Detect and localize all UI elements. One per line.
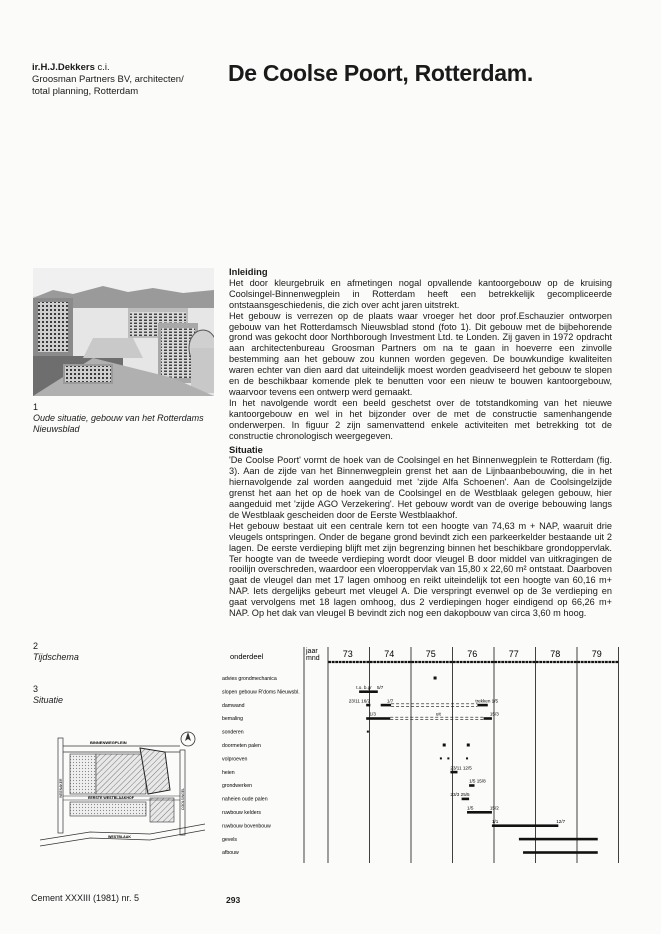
- figure-3-text: Situatie: [33, 695, 64, 705]
- label-binnenwegplein: BINNENWEGPLEIN: [90, 740, 127, 745]
- gantt-point-mark: [434, 677, 437, 680]
- gantt-bar: [477, 704, 487, 707]
- gantt-bar-annotation: 23/11 16/2: [348, 698, 371, 704]
- gantt-task-label: grondwerken: [222, 783, 252, 790]
- figure-3-number: 3: [33, 684, 39, 694]
- label-coolsingel: COOLSINGEL: [181, 787, 185, 810]
- gantt-bar-annotation: 15/2: [489, 805, 499, 811]
- section-situatie: [229, 445, 612, 620]
- footer-page-number: 293: [226, 895, 241, 905]
- gantt-task-label: doormeten palen: [222, 743, 261, 749]
- gantt-task-label: ruwbouw kelders: [222, 810, 261, 816]
- article-body: [229, 267, 612, 619]
- gantt-point-mark: [367, 731, 369, 733]
- figure-2-text: Tijdschema: [33, 652, 79, 662]
- figure-2-gantt-chart: [220, 645, 620, 865]
- gantt-task-label: afbouw: [222, 850, 239, 857]
- paragraph: In het navolgende wordt een beeld geschetst over de totstandkoming van het nieuwe kantoorgebouw en wel in het bijzonder over de met de constructie samenhangende onderwerpen. In figuur 2 zijn samenvattend enkele activiteiten met betrekking tot de constructie chronologisch weergegeven.: [229, 397, 612, 441]
- gantt-bar-annotation: 15/3: [489, 711, 499, 717]
- gantt-task-label: damwand: [222, 702, 245, 709]
- label-eerste-westblaakhof: EERSTE WESTBLAAKHOF: [88, 796, 134, 800]
- figure-1-text: Oude situatie, gebouw van het Rotterdams Nieuwsblad: [33, 413, 204, 434]
- gantt-year-label: 76: [467, 649, 478, 659]
- figure-3-caption: [33, 684, 63, 706]
- gantt-task-label: volproeven: [222, 756, 248, 763]
- gantt-bar: [381, 704, 391, 707]
- section-heading: Situatie: [229, 443, 263, 455]
- figure-1-photo: [33, 268, 214, 396]
- author-suffix: c.i.: [94, 62, 110, 73]
- gantt-year-label: 75: [425, 649, 436, 659]
- gantt-svg: [220, 645, 620, 865]
- figure-1-number: 1: [33, 402, 39, 412]
- gantt-point-mark: [443, 744, 446, 747]
- gantt-bar-annotation: 1/5 15/8: [469, 778, 486, 784]
- gantt-year-label: 73: [342, 649, 353, 659]
- gantt-bar-annotation: 23/11 12/5: [450, 765, 472, 771]
- gantt-task-label: gevels: [222, 836, 237, 843]
- gantt-bar-annotation: 23/3 25/5: [450, 792, 470, 798]
- author-affiliation: Groosman Partners BV, architecten/: [32, 74, 184, 85]
- paragraph: Het gebouw is verrezen op de plaats waar vroeger het door prof.Eschauzier ontworpen gebouw van het Rotterdamsch Nieuwsblad stond (foto 1). Dit gebouw met de bijbehorende grond was gekocht door Northborough Investment Ltd. te Londen. Zij gaven in 1972 opdracht aan architectenbureau Groosman Partners om na te gaan in hoeverre een zinvolle bestemming aan het gebouw zou kunnen worden gegeven. De bouwkundige kwaliteiten waren echter van dien aard dat uiteindelijk moest worden geadviseerd het gebouw te slopen en de beschikbaar komende plek te benutten voor een nieuw te bouwen kantoorgebouw, waarvoor tevens een ontwerp werd gemaakt.: [229, 310, 612, 397]
- gantt-bar-annotation: 1/3: [369, 711, 376, 717]
- paragraph: Het door kleurgebruik en afmetingen nogal opvallende kantoorgebouw op de kruising Coolsingel-Binnenwegplein in Rotterdam heeft een betrekkelijk gecompliceerde ontstaansgeschiedenis, die zich over acht jaren uitstrekt.: [229, 277, 612, 310]
- figure-1-caption: [33, 402, 218, 435]
- gantt-bar-annotation: uit: [435, 711, 441, 717]
- section-inleiding: [229, 267, 612, 442]
- gantt-task-label: heien: [222, 769, 235, 776]
- label-weenaker: WEENAKER: [59, 778, 63, 798]
- gantt-bar: [359, 690, 378, 693]
- gantt-bar-annotation: t.o. b.gr: [356, 684, 372, 690]
- gantt-bar: [469, 784, 474, 787]
- gantt-bar-annotation: 1/7: [386, 698, 394, 704]
- paragraph: 'De Coolse Poort' vormt de hoek van de Coolsingel en het Binnenwegplein te Rotterdam (fig. 3). Aan de zijde van het Binnenwegplein grenst het aan de Lijnbaanbebouwing, die in het hiernavolgende zal worden aangeduid met 'zijde Alfa Schoenen'. Aan de Coolsingelzijde grenst het aan het op de hoek van de Coolsingel en de Westblaak gelegen gebouw, hier aangeduid met 'zijde AGO Verzekering'. Het gebouw wordt van de overige bebouwing langs de Westblaak gescheiden door de Eerste Westblaakhof.: [229, 455, 612, 520]
- gantt-task-label: advies grondmechanica: [222, 676, 277, 682]
- label-westblaak: WESTBLAAK: [108, 835, 131, 839]
- gantt-bar-annotation: 1/1: [491, 818, 499, 824]
- figure-3-site-plan: [30, 728, 210, 853]
- gantt-task-label: slopen gebouw R'doms Nieuwsbl.: [222, 689, 300, 696]
- figure-2-number: 2: [33, 641, 39, 651]
- paragraph: Het gebouw bestaat uit een centrale kern tot een hoogte van 74,63 m + NAP, waaruit drie vleugels ontspringen. Onder de begane grond bevindt zich een parkeerkelder bestaande uit 2 lagen. De eerste verdieping blijft met zijn begrenzing binnen het beschikbare grondoppervlak. Ter hoogte van de tweede verdieping wordt door vleugel B door middel van uitkragingen de rooilijn overschreden, waardoor een vloeroppervlak van 15,80 x 22,60 m² ontstaat. Daarboven gaat de vleugel dan met 17 lagen omhoog en reikt uiteindelijk tot een hoogte van 60,16 m+ NAP. Iets dergelijks gebeurt met vleugel A. Die verspringt evenwel op de 3e verdieping en gaat vervolgens met 18 lagen omhoog, dus 2 verdiepingen hoger eindigend op 66,26 m+ NAP. Op het dak van vleugel B bevindt zich nog een dakopbouw van circa 3,60 m hoog.: [229, 520, 612, 619]
- gantt-bar: [519, 838, 598, 841]
- gantt-bar-annotation: 5/7: [376, 684, 384, 690]
- section-heading: Inleiding: [229, 266, 268, 277]
- gantt-bar: [484, 717, 492, 720]
- gantt-year-label: 78: [550, 649, 561, 659]
- gantt-year-label: 77: [508, 649, 519, 659]
- gantt-bar: [366, 704, 370, 707]
- gantt-bar: [523, 851, 598, 854]
- gantt-bar: [450, 771, 457, 774]
- gantt-point-mark: [467, 744, 470, 747]
- gantt-year-label: 74: [384, 649, 395, 659]
- footer-journal: Cement XXXIII (1981) nr. 5: [31, 893, 140, 903]
- gantt-bar: [366, 717, 390, 720]
- author-block: [32, 62, 232, 98]
- gantt-bar-annotation: trekken 1/5: [475, 698, 499, 704]
- gantt-header-year: jaar: [306, 648, 318, 655]
- gantt-task-label: sonderen: [222, 729, 244, 736]
- gantt-point-mark: [447, 757, 449, 759]
- figure-2-caption: [33, 641, 79, 663]
- gantt-bar-annotation: 1/5: [467, 805, 474, 811]
- gantt-header-activity: onderdeel: [230, 652, 264, 661]
- author-name: ir.H.J.Dekkers: [32, 62, 95, 73]
- gantt-task-label: bemaling: [222, 716, 244, 723]
- author-location: total planning, Rotterdam: [32, 86, 139, 97]
- gantt-bar-annotation: 12/7: [556, 818, 566, 824]
- gantt-bar: [492, 824, 558, 827]
- gantt-point-mark: [440, 757, 442, 759]
- article-title: De Coolse Poort, Rotterdam.: [228, 60, 533, 86]
- gantt-point-mark: [466, 757, 468, 759]
- gantt-task-label: ruwbouw bovenbouw: [222, 823, 271, 830]
- gantt-bar: [462, 798, 469, 801]
- gantt-bar: [467, 811, 492, 814]
- gantt-year-label: 79: [591, 649, 602, 659]
- gantt-task-label: naheien oude palen: [222, 796, 268, 803]
- gantt-header-month: mnd: [306, 655, 320, 662]
